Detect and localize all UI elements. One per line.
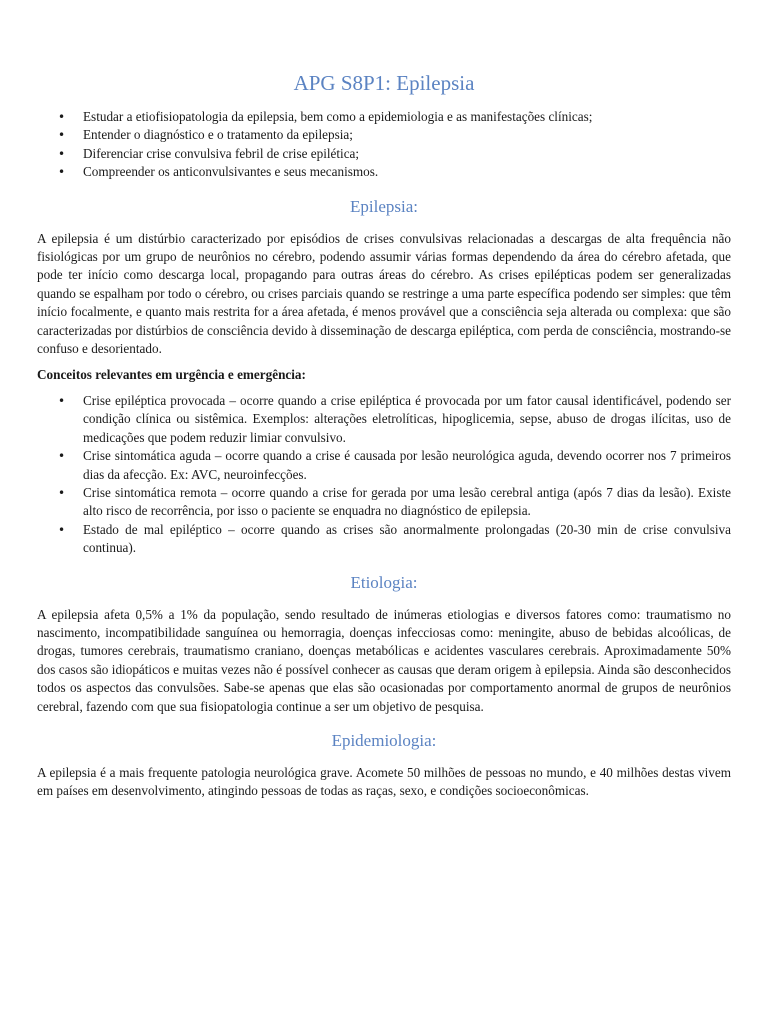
document-page	[37, 70, 731, 809]
objectives-list	[37, 108, 731, 182]
section-heading-epidemiologia: Epidemiologia:	[331, 730, 437, 750]
concepts-heading: Conceitos relevantes em urgência e emergência:	[37, 367, 306, 383]
concept-item: • Crise sintomática remota – ocorre quando a crise for gerada por uma lesão cerebral antiga (após 7 dias da lesão). Existe alto risco de recorrência, por isso o paciente se enquadra no diagnóstico de epilepsia.	[37, 484, 731, 521]
objective-item: • Diferenciar crise convulsiva febril de crise epilética;	[37, 145, 731, 163]
concepts-list	[37, 392, 731, 558]
objective-item: • Compreender os anticonvulsivantes e seus mecanismos.	[37, 163, 731, 181]
epidemiologia-paragraph: A epilepsia é a mais frequente patologia neurológica grave. Acomete 50 milhões de pessoas no mundo, e 40 milhões destas vivem em países em desenvolvimento, atingindo pessoas de todas as raças, sexo, e condições socioeconômicas.	[37, 764, 731, 799]
objective-item: • Entender o diagnóstico e o tratamento da epilepsia;	[37, 126, 731, 144]
document-title: APG S8P1: Epilepsia	[293, 71, 475, 95]
epilepsia-paragraph: A epilepsia é um distúrbio caracterizado por episódios de crises convulsivas relacionadas a descargas de alta frequência não fisiológicas por um grupo de neurônios no cérebro, podendo assumir várias formas dependendo da área do cérebro afetada, que pode ter início como descarga local, propagando para outras áreas do cérebro. As crises epilépticas podem ser generalizadas quando se espalham por todo o cérebro, ou crises parciais quando se restringe a uma parte específica podendo ser simples: que têm início focalmente, e quanto mais restrita for a área afetada, é menos provável que a consciência seja alterada ou complexa: que são caracterizadas por distúrbios de consciência devido à disseminação de descarga epiléptica, com perda de consciência, mostrando-se confuso e desorientado.	[37, 230, 731, 357]
section-heading-etiologia: Etiologia:	[350, 572, 418, 592]
objective-item: • Estudar a etiofisiopatologia da epilepsia, bem como a epidemiologia e as manifestações clínicas;	[37, 108, 731, 126]
concept-item: • Crise sintomática aguda – ocorre quando a crise é causada por lesão neurológica aguda, devendo ocorrer nos 7 primeiros dias da afecção. Ex: AVC, neuroinfecções.	[37, 447, 731, 484]
etiologia-paragraph: A epilepsia afeta 0,5% a 1% da população, sendo resultado de inúmeras etiologias e diversos fatores como: traumatismo no nascimento, incompatibilidade sanguínea ou hemorragia, doenças infecciosas como: meningite, abuso de bebidas alcoólicas, de drogas, tumores cerebrais, traumatismo craniano, doenças metabólicas e acidentes vasculares cerebrais. Aproximadamente 50% dos casos são idiopáticos e muitas vezes não é possível conhecer as causas que deram origem à epilepsia. Ainda são desconhecidos todos os aspectos das convulsões. Sabe-se apenas que elas são ocasionadas por comportamento anormal de grupos de neurônios cerebral, fazendo com que sua fisiopatologia continue a ser um objetivo de pesquisa.	[37, 606, 731, 714]
concept-item: • Crise epiléptica provocada – ocorre quando a crise epiléptica é provocada por um fator causal identificável, podendo ser condição clínica ou sistêmica. Exemplos: alterações eletrolíticas, hipoglicemia, sepse, abuso de drogas ilícitas, uso de medicações que podem reduzir limiar convulsivo.	[37, 392, 731, 447]
concept-item: • Estado de mal epiléptico – ocorre quando as crises são anormalmente prolongadas (20-30 min de crise convulsiva continua).	[37, 521, 731, 558]
section-heading-epilepsia: Epilepsia:	[350, 196, 418, 216]
